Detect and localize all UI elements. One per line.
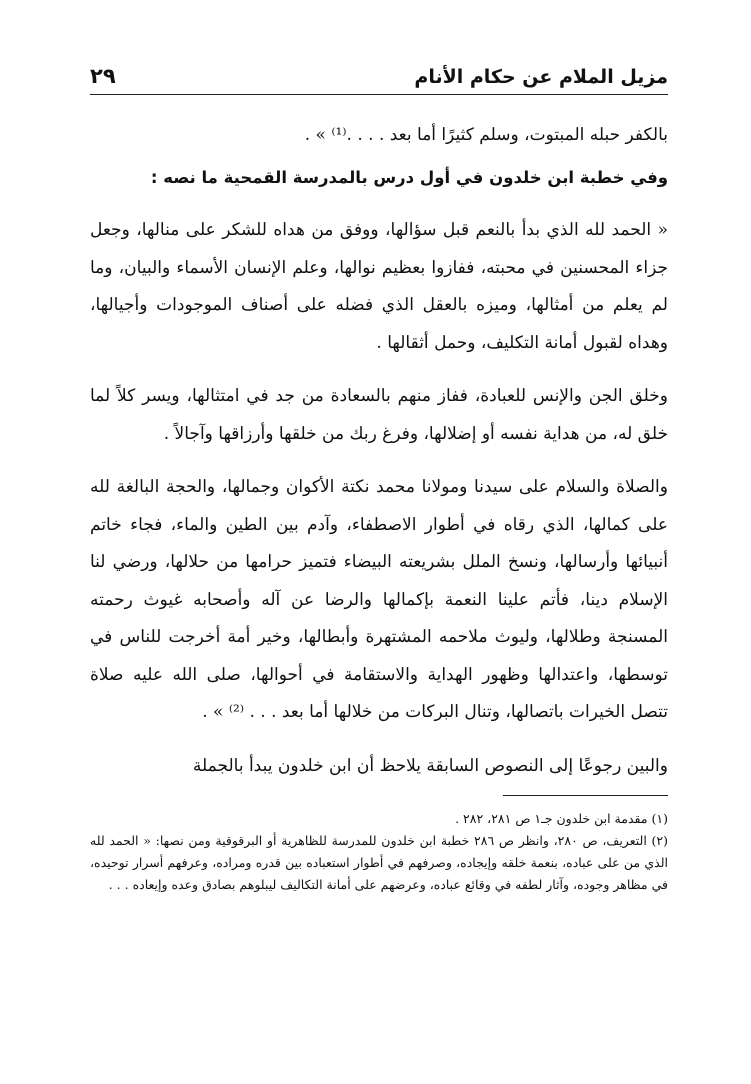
main-text [90,117,668,785]
page-number: ٢٩ [90,64,116,88]
footnotes [90,808,668,896]
paragraph-creation: وخلق الجن والإنس للعبادة، ففاز منهم بالسعادة من جد في امتثالها، ويسر كلاً لما خلق له، من هداية نفسه أو إضلالها، وفرغ ربك من خلقها وأرزاقها وآجالاً . [90,386,668,444]
book-title: مزيل الملام عن حكام الأنام [414,66,668,88]
paragraph-continuation: بالكفر حبله المبتوت، وسلم كثيرًا أما بعد . . . .⁽¹⁾ » . [304,125,668,145]
book-page [90,60,668,1020]
footnote-divider [503,795,668,796]
paragraph-sermon-opening: « الحمد لله الذي بدأ بالنعم قبل سؤالها، ووفق من هداه للشكر على منالها، وجعل جزاء المحسنين في محبته، ففازوا بعظيم نوالها، وعلم الإنسان الأسماء والبيان، وما لم يعلم من أمثالها، وميزه بالعقل الذي فضله على أصناف الموجودات وأجيالها، وهداه لقبول أمانة التكليف، وحمل أثقالها . [90,220,668,353]
paragraph-salutation: والصلاة والسلام على سيدنا ومولانا محمد نكتة الأكوان وجمالها، والحجة البالغة لله على كمالها، الذي رقاه في أطوار الاصطفاء، وآدم بين الطين والماء، فجاء خاتم أنبيائها وأرسالها، ونسخ الملل بشريعته البيضاء فتميز حرامها من حلالها، ورضي لنا الإسلام دينا، فأتم علينا النعمة بإكمالها والرضا عن آله وأصحابه غيوث رحمته المسنجة وطلالها، وليوث ملاحمه المشتهرة وأبطالها، وخير أمة أخرجت للناس في توسطها، واعتدالها وظهور الهداية والاستقامة في أحوالها، صلى الله عليه صلاة تتصل الخيرات باتصالها، وتنال البركات من خلالها أما بعد . . . ⁽²⁾ » . [90,477,668,722]
footnote-2: (٢) التعريف، ص ٢٨٠، وانظر ص ٢٨٦ خطبة ابن خلدون للمدرسة للظاهرية أو البرقوقية ومن نصها: « الحمد لله الذي من على عباده، بنعمة خلقه وإيجاده، وصرفهم في أطوار استعباده بين قدره ومراده، وعرفهم أسرار توحيده، في مظاهر وجوده، وآثار لطفه في وقائع عباده، وعرضهم على أمانة التكاليف ليبلوهم بصادق وعده وإيعاده . . . [90,833,669,892]
paragraph-analysis: والبين رجوعًا إلى النصوص السابقة يلاحظ أن ابن خلدون يبدأ بالجملة [192,755,668,776]
section-heading: وفي خطبة ابن خلدون في أول درس بالمدرسة القمحية ما نصه : [150,167,668,187]
footnotes-section [90,785,668,896]
footnote-1: (١) مقدمة ابن خلدون جـ١ ص ٢٨١، ٢٨٢ . [455,811,668,826]
running-header [90,60,668,95]
